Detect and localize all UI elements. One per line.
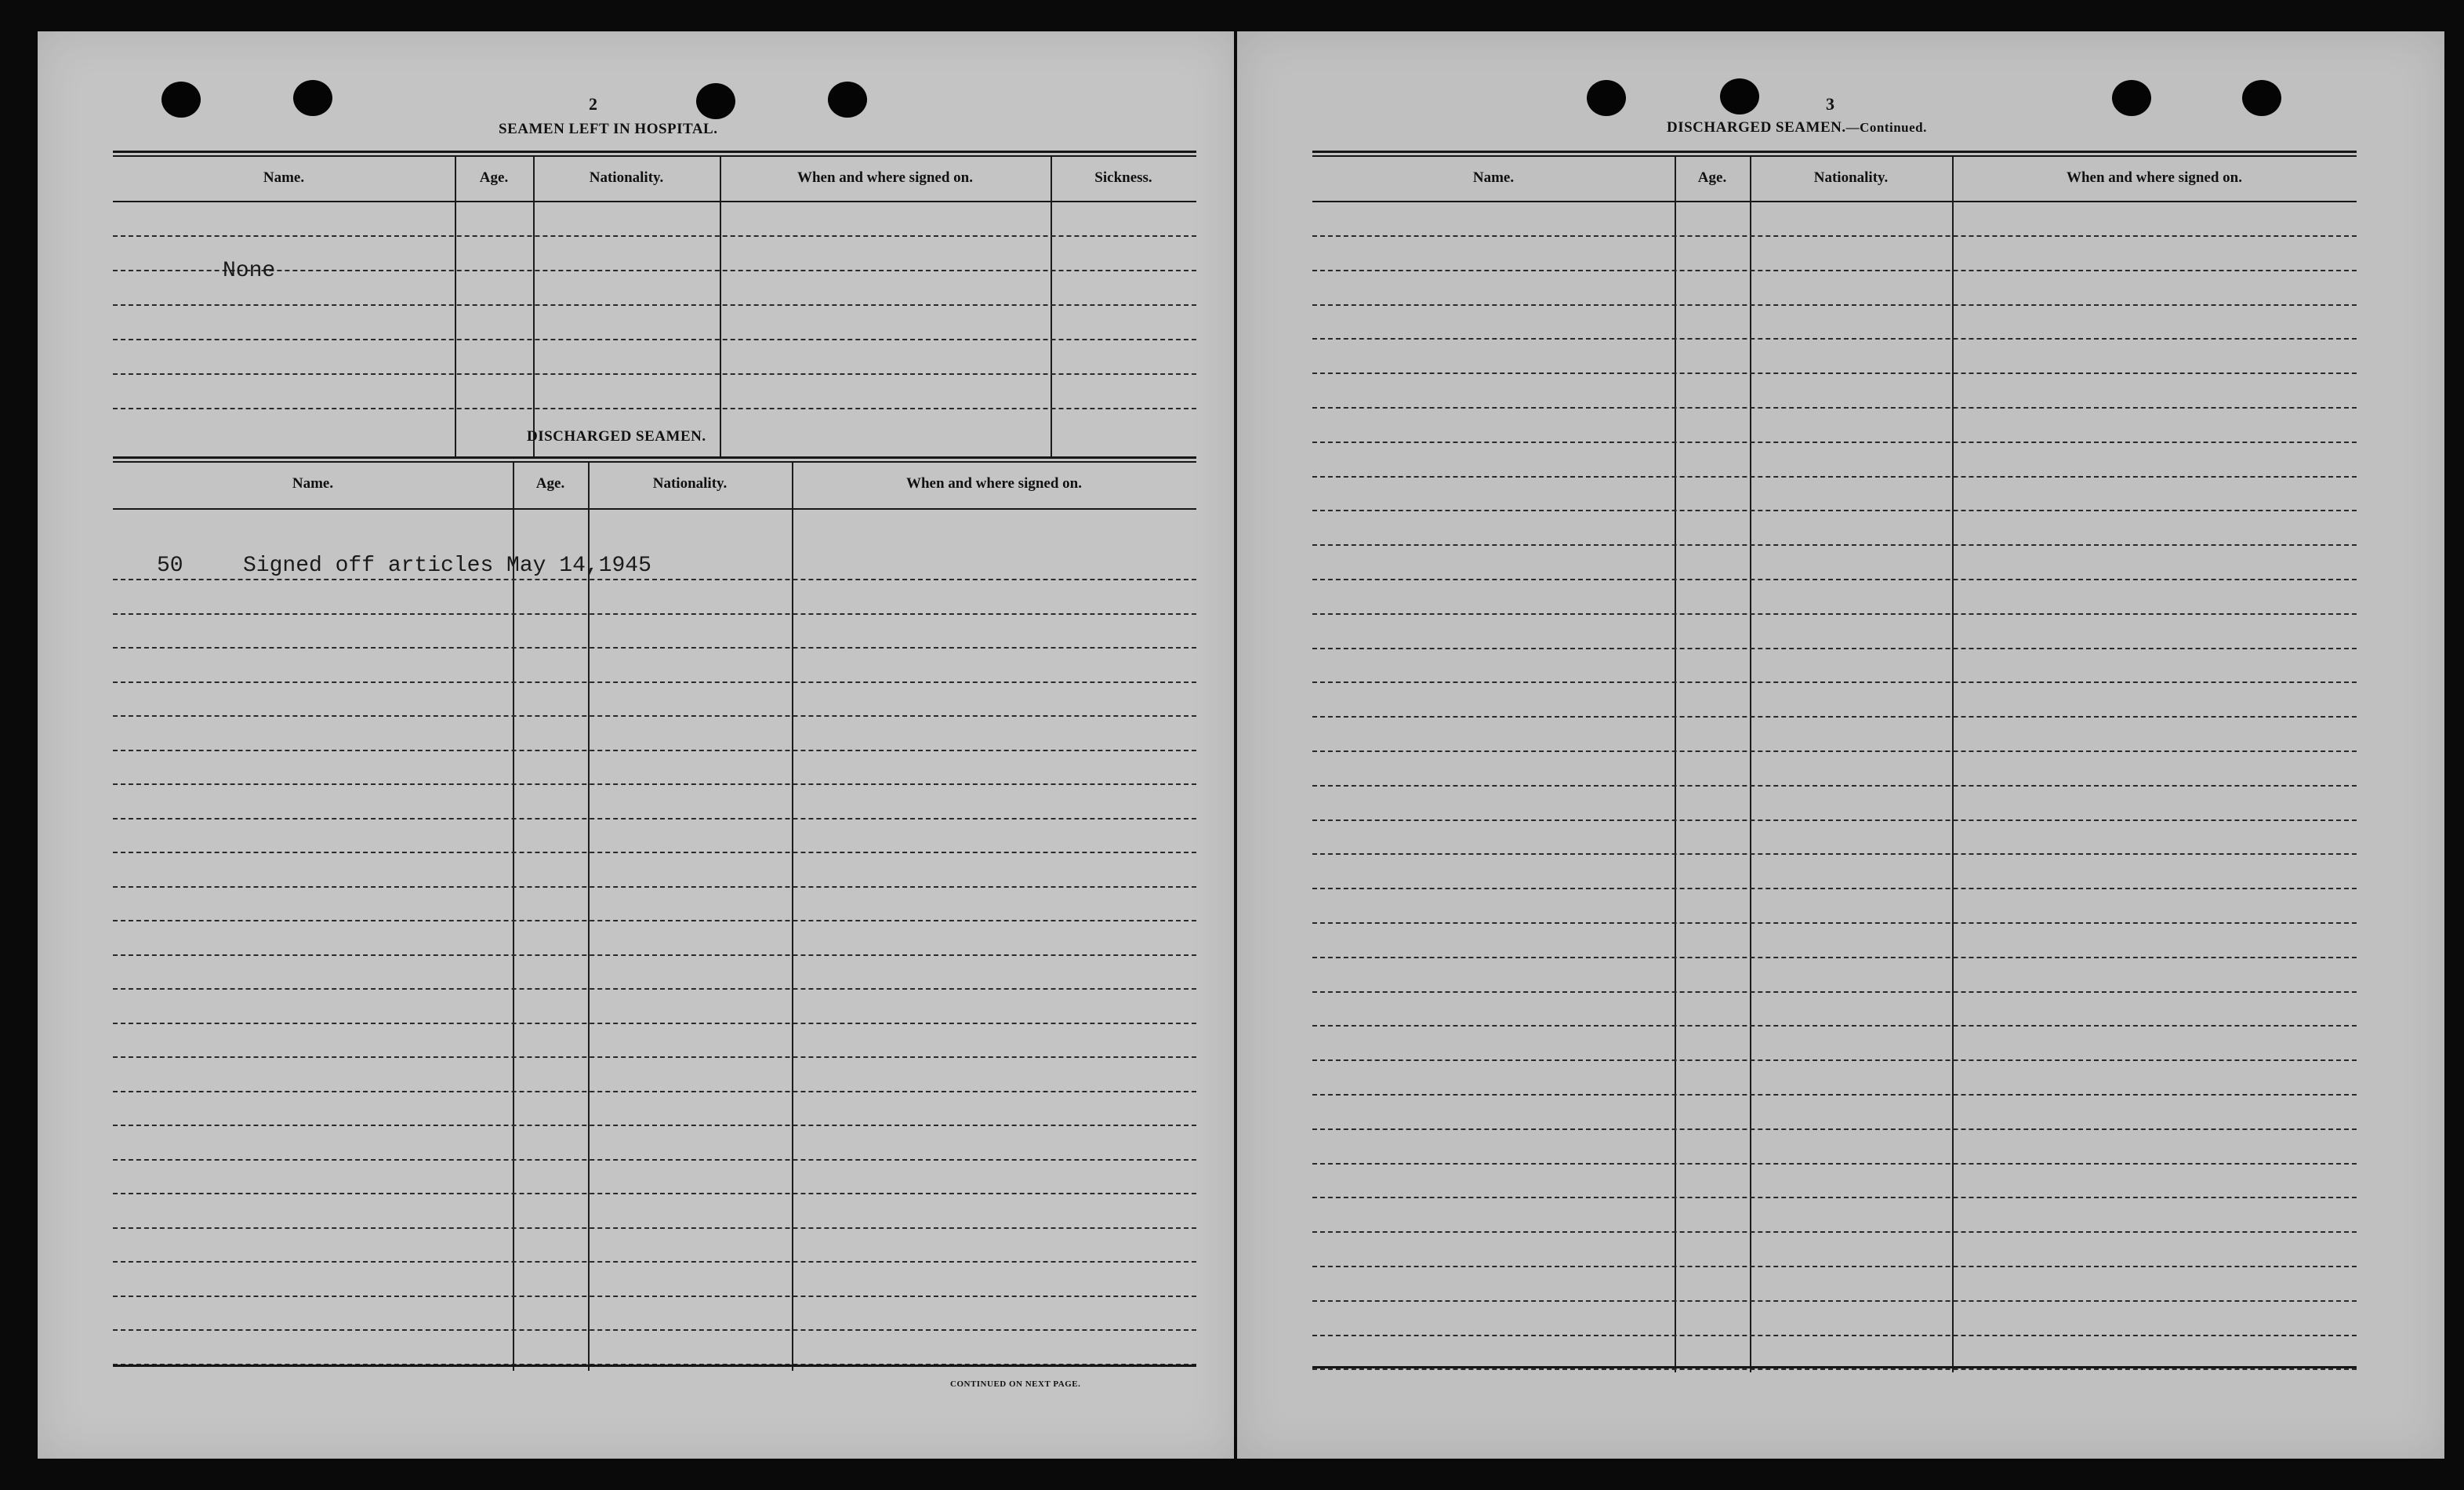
ruled-line	[113, 1125, 1196, 1126]
hospital-title: SEAMEN LEFT IN HOSPITAL.	[499, 121, 718, 137]
ruled-line	[113, 647, 1196, 649]
ruled-line	[113, 373, 1196, 375]
ruled-line	[1312, 1368, 2357, 1370]
ruled-line	[113, 1056, 1196, 1058]
ruled-line	[113, 886, 1196, 888]
entry-text: Signed off articles May 14,1945	[243, 554, 651, 578]
ruled-line	[1312, 957, 2357, 958]
ruled-line	[113, 1261, 1196, 1263]
ruled-line	[1312, 235, 2357, 237]
ruled-line	[113, 715, 1196, 717]
col-header-age: Age.	[535, 475, 565, 492]
ruled-line	[1312, 853, 2357, 855]
discharged-continued-title	[1667, 119, 1927, 136]
punch-hole	[161, 82, 201, 118]
ruled-line	[1312, 407, 2357, 409]
col-header-name: Name.	[292, 475, 334, 492]
hospital-entry: None	[223, 259, 276, 283]
ruled-line	[1312, 922, 2357, 924]
col-header-sickness: Sickness.	[1094, 169, 1152, 186]
ruled-line	[1312, 648, 2357, 649]
ruled-line	[113, 270, 1196, 271]
punch-hole	[2242, 80, 2281, 116]
title-suffix: —Continued.	[1845, 120, 1927, 135]
ruled-line	[113, 1193, 1196, 1194]
ruled-line	[1312, 750, 2357, 752]
ruled-line	[1312, 1128, 2357, 1130]
ruled-line	[1312, 1025, 2357, 1027]
col-header-name: Name.	[1472, 169, 1515, 186]
punch-hole	[696, 83, 735, 119]
ruled-line	[113, 920, 1196, 921]
ruled-line	[1312, 442, 2357, 443]
ruled-line	[1312, 1094, 2357, 1096]
ruled-line	[113, 1091, 1196, 1092]
col-header-signed-on: When and where signed on.	[797, 169, 973, 186]
page-number: 3	[1826, 94, 1834, 114]
ruled-line	[113, 681, 1196, 683]
ruled-line	[113, 1296, 1196, 1297]
right-page	[1237, 31, 2444, 1459]
ruled-line	[1312, 1231, 2357, 1233]
punch-hole	[293, 80, 332, 116]
ruled-line	[113, 235, 1196, 237]
punch-hole	[828, 82, 867, 118]
ruled-line	[113, 783, 1196, 785]
ruled-line	[113, 579, 1196, 580]
page-number: 2	[589, 94, 597, 114]
ruled-line	[1312, 270, 2357, 271]
col-header-age: Age.	[1697, 169, 1727, 186]
punch-hole	[1720, 78, 1759, 114]
col-header-signed-on: When and where signed on.	[2066, 169, 2242, 186]
discharged-title: DISCHARGED SEAMEN.	[527, 428, 706, 445]
discharged-table	[113, 456, 1196, 1372]
ruled-line	[113, 988, 1196, 990]
ruled-line	[1312, 991, 2357, 993]
ruled-line	[1312, 1163, 2357, 1165]
ruled-line	[1312, 1266, 2357, 1267]
ruled-line	[113, 613, 1196, 615]
ruled-line	[113, 1159, 1196, 1161]
punch-hole	[2112, 80, 2151, 116]
ruled-line	[113, 1329, 1196, 1331]
ruled-line	[1312, 372, 2357, 374]
left-page	[38, 31, 1234, 1459]
ruled-line	[1312, 304, 2357, 306]
col-header-name: Name.	[263, 169, 305, 186]
ruled-line	[1312, 544, 2357, 546]
ruled-line	[113, 818, 1196, 820]
title-text: DISCHARGED SEAMEN.	[1667, 119, 1846, 136]
ruled-line	[1312, 1300, 2357, 1302]
discharged-continued-table	[1312, 151, 2357, 1374]
ruled-line	[1312, 510, 2357, 511]
col-header-nationality: Nationality.	[652, 475, 728, 492]
ruled-line	[113, 1227, 1196, 1229]
ruled-line	[113, 408, 1196, 409]
ruled-line	[1312, 820, 2357, 821]
ruled-line	[113, 852, 1196, 853]
entry-number: 50	[157, 554, 183, 578]
col-header-signed-on: When and where signed on.	[905, 475, 1082, 492]
ruled-line	[1312, 1335, 2357, 1336]
ruled-line	[113, 339, 1196, 340]
ruled-line	[113, 304, 1196, 306]
col-header-age: Age.	[479, 169, 509, 186]
ruled-line	[1312, 785, 2357, 787]
ruled-line	[113, 954, 1196, 956]
ruled-line	[1312, 716, 2357, 718]
ruled-line	[1312, 1197, 2357, 1198]
ruled-line	[1312, 579, 2357, 580]
ruled-line	[113, 1023, 1196, 1024]
ruled-line	[1312, 613, 2357, 615]
continued-note: CONTINUED ON NEXT PAGE.	[950, 1379, 1081, 1389]
hospital-table	[113, 151, 1196, 456]
col-header-nationality: Nationality.	[589, 169, 664, 186]
col-header-nationality: Nationality.	[1813, 169, 1889, 186]
ruled-line	[1312, 338, 2357, 340]
punch-hole	[1587, 80, 1626, 116]
ruled-line	[1312, 888, 2357, 889]
ruled-line	[113, 750, 1196, 751]
ruled-line	[1312, 1059, 2357, 1061]
ruled-line	[1312, 476, 2357, 478]
ruled-line	[1312, 681, 2357, 683]
